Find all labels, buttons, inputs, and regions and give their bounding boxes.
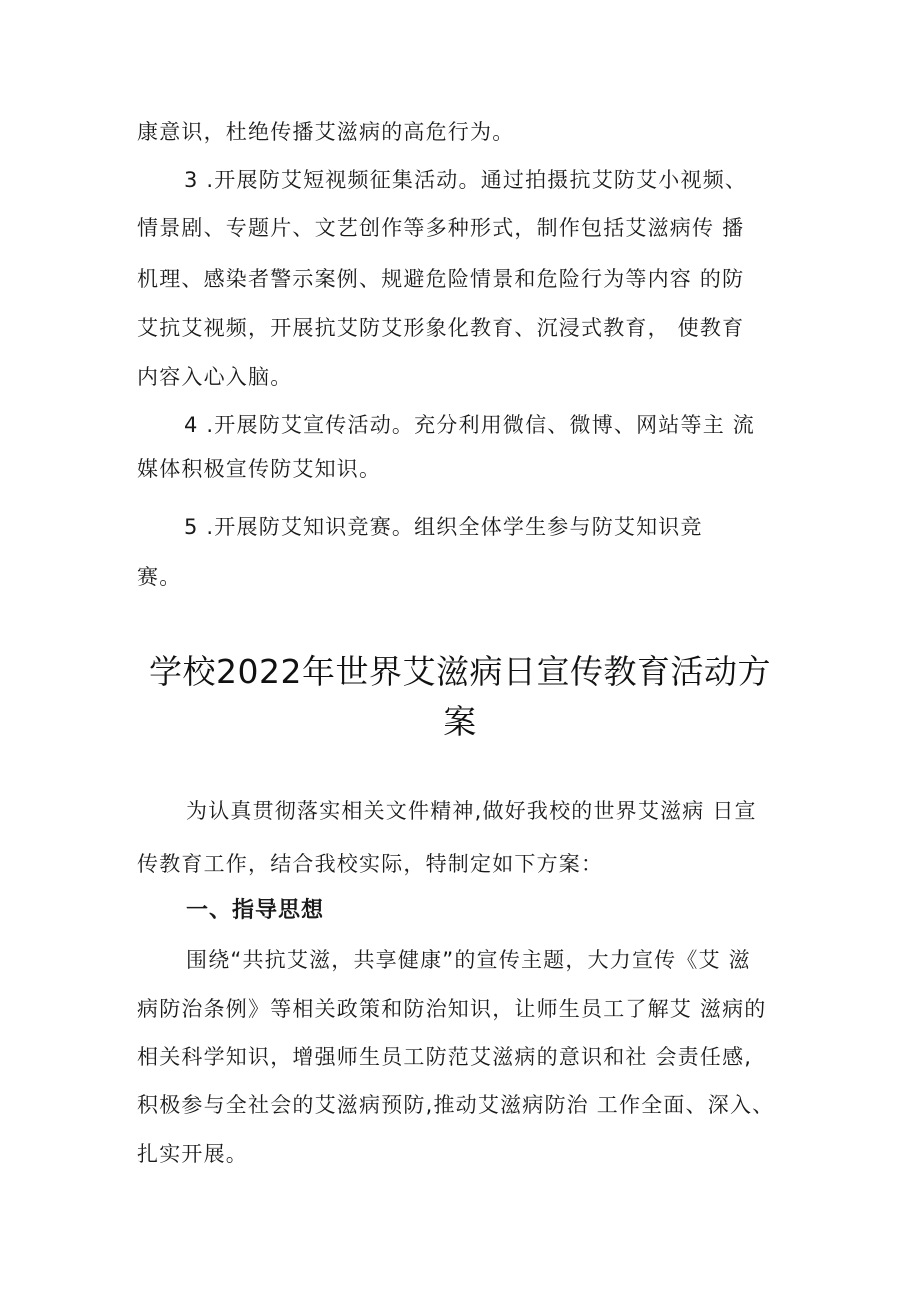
body-line: 相关科学知识，增强师生员工防范艾滋病的意识和社 会责任感, — [137, 1045, 753, 1069]
text-line: 媒体积极宣传防艾知识。 — [137, 457, 382, 481]
document-title: 学校2022年世界艾滋病日宣传教育活动方 — [149, 652, 771, 691]
text-line: 艾抗艾视频，开展抗艾防艾形象化教育、沉浸式教育， 使教育 — [137, 316, 745, 340]
text-line: 内容入心入脑。 — [137, 365, 293, 389]
section-heading: 一、指导思想 — [186, 898, 325, 923]
text-line: 情景剧、专题片、文艺创作等多种形式，制作包括艾滋病传 播 — [137, 216, 745, 240]
body-line: 病防治条例》等相关政策和防治知识，让师生员工了解艾 滋病的 — [137, 997, 767, 1021]
intro-line: 为认真贯彻落实相关文件精神,做好我校的世界艾滋病 日宣 — [186, 799, 757, 823]
document-title-continued: 案 — [443, 702, 477, 741]
text-line: 4 .开展防艾宣传活动。充分利用微信、微博、网站等主 流 — [184, 413, 755, 437]
body-line: 围绕“共抗艾滋，共享健康”的宣传主题，大力宣传《艾 滋 — [186, 948, 751, 972]
text-line: 机理、感染者警示案例、规避危险情景和危险行为等内容 的防 — [137, 267, 745, 291]
text-line: 5 .开展防艾知识竞赛。组织全体学生参与防艾知识竞 — [184, 515, 703, 539]
intro-line: 传教育工作，结合我校实际，特制定如下方案： — [137, 852, 604, 876]
text-line: 赛。 — [137, 565, 182, 589]
body-line: 扎实开展。 — [137, 1142, 248, 1166]
text-line: 3 .开展防艾短视频征集活动。通过拍摄抗艾防艾小视频、 — [184, 168, 748, 192]
text-line: 康意识，杜绝传播艾滋病的高危行为。 — [137, 120, 515, 144]
body-line: 积极参与全社会的艾滋病预防,推动艾滋病防治 工作全面、深入、 — [137, 1093, 775, 1117]
